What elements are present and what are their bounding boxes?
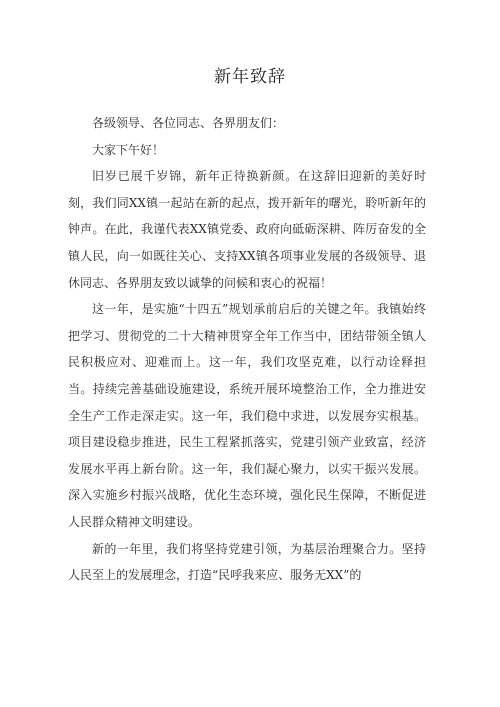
- paragraph-review: 这一年，是实施“十四五”规划承前启后的关键之年。我镇始终把学习、贯彻党的二十大精神贯穿全年工作当中，团结带领全镇人民积极应对、迎难而上。这一年，我们攻坚克难，以行动诠释担当。持续完善基础设施建设，系统开展环境整治工作，全力推进安全生产工作走深走实。这一年，我们稳中求进，以发展夯实根基。项目建设稳步推进，民生工程紧抓落实，党建引领产业致富，经济发展水平再上新台阶。这一年，我们凝心聚力，以实干振兴发展。深入实施乡村振兴战略，优化生态环境，强化民生保障，不断促进人民群众精神文明建设。: [68, 302, 426, 529]
- paragraph-outlook: 新的一年里，我们将坚持党建引领，为基层治理聚合力。坚持人民至上的发展理念，打造“民呼我来应、服务无XX”的: [68, 541, 426, 583]
- greeting: 大家下午好！: [92, 142, 165, 157]
- document-title: 新年致辞: [214, 67, 286, 87]
- document-body: [68, 110, 426, 589]
- salutation: 各级领导、各位同志、各界朋友们：: [92, 116, 285, 130]
- paragraph-opening: 旧岁已展千岁锦，新年正待换新颜。在这辞旧迎新的美好时刻，我们同XX镇一起站在新的起点，拨开新年的曙光，聆听新年的钟声。在此，我谨代表XX镇党委、政府向砥砺深耕、阵厉奋发的全镇人民，向一如既往关心、支持XX镇各项事业发展的各级领导、退休同志、各界朋友致以诚挚的问候和衷心的祝福！: [68, 169, 426, 290]
